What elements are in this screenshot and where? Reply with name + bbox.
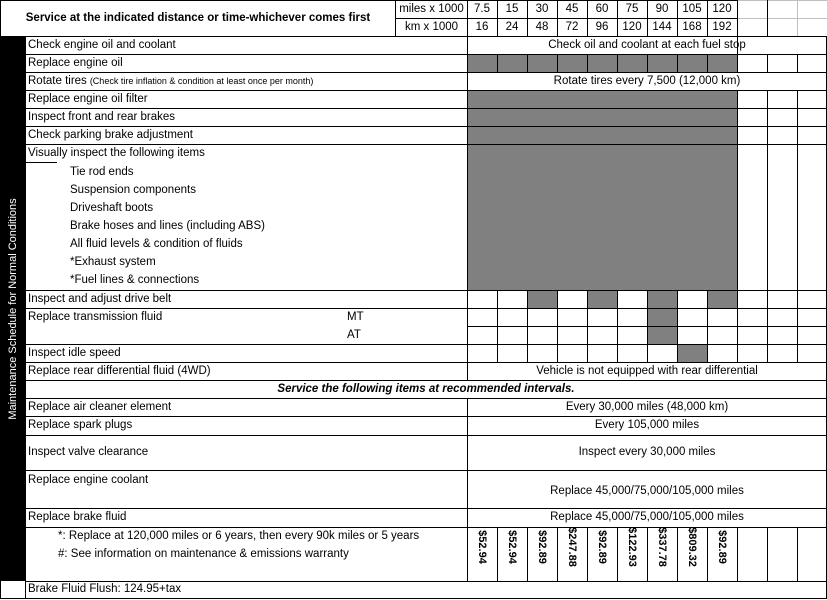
row-rear-diff-note: Vehicle is not equipped with rear differential [536,364,758,377]
row-idle-speed: Inspect idle speed [28,346,121,359]
price-7-5-value: $52.94 [476,530,488,564]
km-96: 96 [595,20,609,33]
miles-30: 30 [535,2,549,15]
row-air-cleaner-note: Every 30,000 miles (48,000 km) [565,400,729,413]
row-brake-hoses: Brake hoses and lines (including ABS) [70,219,265,232]
grid-v-707-b [707,54,708,72]
km-16: 16 [475,20,489,33]
row-transmission-at: AT [347,328,361,341]
row-transmission-mt: MT [347,310,364,323]
price-45-value: $247.88 [566,527,578,567]
shade-belt-120 [707,290,737,308]
row-rotate-tires-hint: (Check tire inflation & condition at least once per month) [89,76,314,86]
grid-v-737-a [737,0,738,72]
grid-v-647-c [647,290,648,362]
grid-v-797-a [797,54,798,72]
miles-120: 120 [712,2,732,15]
price-120 [707,513,737,581]
grid-v-677-c [677,290,678,362]
grid-v-497-c [497,290,498,362]
shade-belt-60 [587,290,617,308]
shade-belt-90 [647,290,677,308]
shade-replace-oil [467,54,737,72]
grid-v-557-c [557,290,558,362]
row-exhaust: *Exhaust system [70,255,156,268]
grid-v-707-c [707,290,708,362]
grid-v-617-c [617,290,618,362]
grid-h-162 [25,162,57,163]
header-title: Service at the indicated distance or time-whichever comes first [25,11,371,24]
grid-v-527-c [527,290,528,362]
miles-label: miles x 1000 [399,2,464,15]
row-driveshaft: Driveshaft boots [70,201,154,214]
km-144: 144 [652,20,672,33]
miles-15: 15 [505,2,519,15]
row-fuel-lines: *Fuel lines & connections [70,273,200,286]
price-15-value: $52.94 [506,530,518,564]
price-105-value: $809.32 [686,527,698,567]
shade-inspection-block [467,90,737,290]
price-15 [497,513,527,581]
grid-v-677-b [677,54,678,72]
row-coolant-note: Replace 45,000/75,000/105,000 miles [550,484,744,497]
miles-90: 90 [655,2,669,15]
row-inspect-brakes: Inspect front and rear brakes [28,110,176,123]
price-45 [557,513,587,581]
miles-75: 75 [625,2,639,15]
grid-v-557-b [557,54,558,72]
price-90-value: $337.78 [656,527,668,567]
grid-v-467-a [467,0,468,380]
row-rear-diff: Replace rear differential fluid (4WD) [28,364,211,377]
grid-light-v-797 [797,0,798,36]
row-spark-plugs: Replace spark plugs [28,419,133,432]
km-24: 24 [505,20,519,33]
price-90 [647,513,677,581]
grid-h-598 [0,598,827,599]
price-105 [677,513,707,581]
miles-7-5: 7.5 [474,2,490,15]
grid-light-h-18 [737,18,827,19]
km-48: 48 [535,20,549,33]
grid-v-767-c [767,90,768,362]
price-75 [617,513,647,581]
km-72: 72 [565,20,579,33]
miles-105: 105 [682,2,702,15]
grid-v-647-b [647,54,648,72]
price-60 [587,513,617,581]
price-60-value: $92.89 [596,530,608,564]
side-label: Maintenance Schedule for Normal Conditions [6,197,19,420]
grid-v-497-b [497,54,498,72]
price-75-value: $122.93 [626,527,638,567]
miles-45: 45 [565,2,579,15]
row-suspension: Suspension components [70,183,196,196]
price-7-5 [467,513,497,581]
row-check-oil-note: Check oil and coolant at each fuel stop [548,38,746,51]
row-rotate-tires-note: Rotate tires every 7,500 (12,000 km) [553,74,741,87]
grid-v-587-b [587,54,588,72]
row-coolant: Replace engine coolant [28,474,149,487]
row-valve: Inspect valve clearance [28,446,149,459]
grid-v-767-b [767,54,768,72]
row-replace-filter: Replace engine oil filter [28,92,148,105]
side-label-bar [0,36,25,581]
grid-v-587-c [587,290,588,362]
note-star: *: Replace at 120,000 miles or 6 years, then every 90k miles or 5 years [58,529,420,542]
grid-v-767-d [767,527,768,581]
price-30 [527,513,557,581]
km-label: km x 1000 [404,20,459,33]
grid-light-h-top [737,0,827,1]
row-air-cleaner: Replace air cleaner element [28,400,172,413]
recommended-header: Service the following items at recommended intervals. [277,382,575,395]
row-brake-fluid: Replace brake fluid [28,511,127,524]
grid-v-737-c [737,527,738,581]
row-spark-plugs-note: Every 105,000 miles [594,419,700,432]
row-drive-belt: Inspect and adjust drive belt [28,292,172,305]
price-120-value: $92.89 [716,530,728,564]
km-168: 168 [682,20,702,33]
row-valve-note: Inspect every 30,000 miles [578,446,716,459]
row-fluid-levels: All fluid levels & condition of fluids [70,237,243,250]
grid-v-767-a [767,0,768,36]
grid-v-797-c [797,527,798,581]
footer-note: Brake Fluid Flush: 124.95+tax [28,583,182,596]
km-120: 120 [622,20,642,33]
note-hash: #: See information on maintenance & emissions warranty [58,547,349,560]
row-check-oil: Check engine oil and coolant [28,38,176,51]
grid-v-617-b [617,54,618,72]
grid-v-797-b [797,90,798,362]
shade-belt-30 [527,290,557,308]
row-brake-fluid-note: Replace 45,000/75,000/105,000 miles [550,511,744,524]
grid-v-527-b [527,54,528,72]
row-rotate-tires [26,73,466,90]
row-tie-rod: Tie rod ends [70,165,134,178]
grid-v-737-b [737,90,738,362]
row-parking-brake: Check parking brake adjustment [28,128,193,141]
row-replace-oil: Replace engine oil [28,56,123,69]
shade-idle-speed [677,344,707,362]
row-visually-inspect: Visually inspect the following items [28,146,205,159]
miles-60: 60 [595,2,609,15]
row-rotate-tires-label: Rotate tires [28,74,87,87]
km-192: 192 [712,20,732,33]
row-transmission: Replace transmission fluid [28,310,163,323]
price-30-value: $92.89 [536,530,548,564]
